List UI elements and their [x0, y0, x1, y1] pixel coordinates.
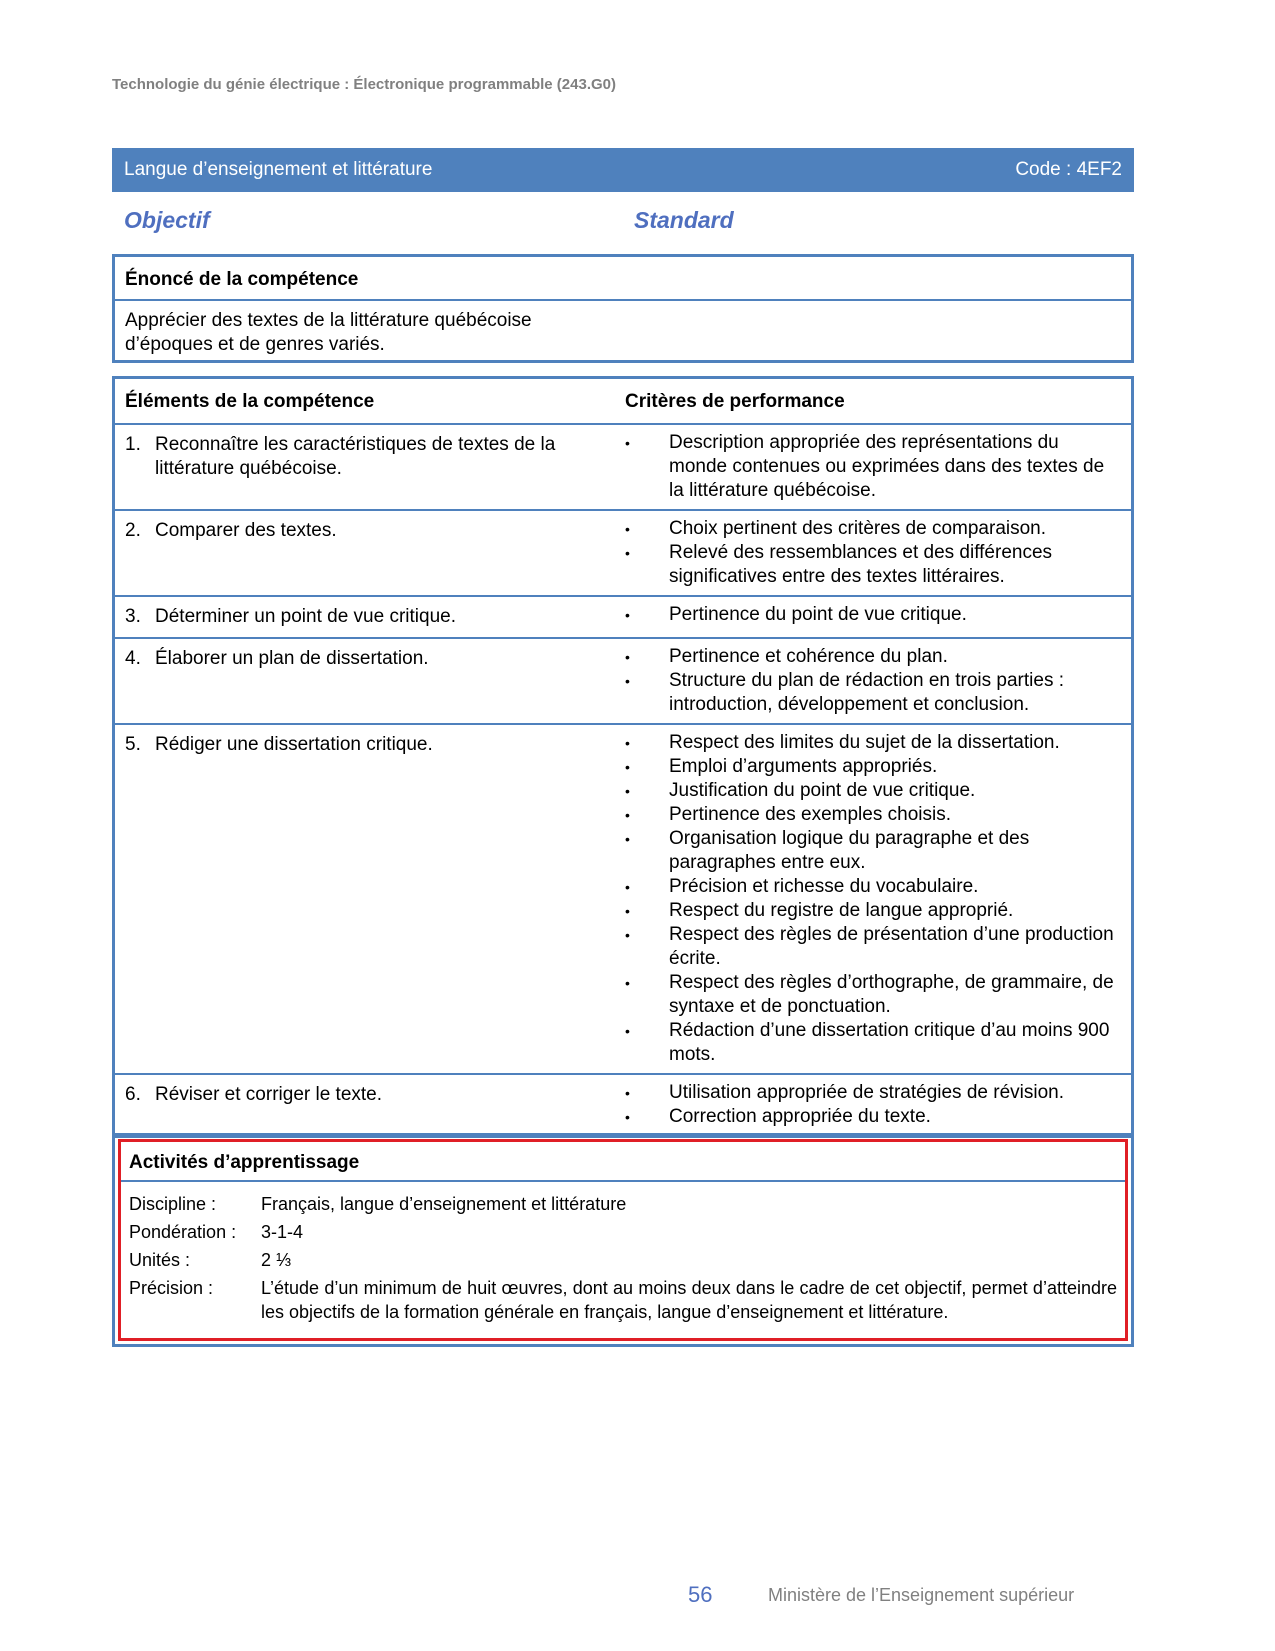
table-row [115, 725, 1131, 1075]
table-row [115, 425, 1131, 511]
list-item [625, 827, 1121, 875]
activity-label: Précision : [129, 1278, 214, 1298]
element-cell [115, 639, 625, 723]
list-item [625, 669, 1121, 717]
activity-value: 2 ⅓ [261, 1250, 292, 1270]
activities-heading: Activités d’apprentissage [121, 1142, 1125, 1182]
activity-label: Discipline : [129, 1194, 217, 1214]
bullet-icon: • [625, 1085, 630, 1101]
activity-row [121, 1218, 1125, 1246]
element-text: Rédiger une dissertation critique. [155, 734, 433, 755]
element-text: Reconnaître les caractéristiques de textes de la littérature québécoise. [155, 434, 556, 479]
element-cell [115, 1075, 625, 1135]
criterion-text: Emploi d’arguments appropriés. [669, 756, 938, 777]
activity-value: 3-1-4 [261, 1222, 304, 1242]
list-item [625, 431, 1121, 503]
criterion-text: Rédaction d’une dissertation critique d’au moins 900 mots. [669, 1020, 1110, 1065]
criterion-text: Organisation logique du paragraphe et des paragraphes entre eux. [669, 828, 1030, 873]
table-row [115, 1075, 1131, 1135]
course-code: Code : 4EF2 [1015, 159, 1122, 180]
title-bar [112, 148, 1134, 192]
table-row [115, 511, 1131, 597]
activities-inner [118, 1139, 1128, 1341]
element-cell [115, 597, 625, 637]
objective-labels [124, 207, 1124, 234]
criteria-cell [625, 597, 1131, 637]
element-number: 6. [125, 1084, 141, 1105]
bullet-icon: • [625, 545, 630, 561]
criterion-text: Description appropriée des représentations du monde contenues ou exprimées dans des textes de la littérature québécoise. [669, 432, 1105, 501]
list-item [625, 899, 1121, 923]
element-number: 4. [125, 648, 141, 669]
criterion-text: Respect des règles d’orthographe, de grammaire, de syntaxe et de ponctuation. [669, 972, 1114, 1017]
activity-value: Français, langue d’enseignement et littérature [261, 1194, 627, 1214]
list-item [625, 755, 1121, 779]
criterion-text: Justification du point de vue critique. [669, 780, 976, 801]
criterion-text: Respect des limites du sujet de la dissertation. [669, 732, 1060, 753]
criterion-text: Utilisation appropriée de stratégies de révision. [669, 1082, 1064, 1103]
bullet-icon: • [625, 927, 630, 943]
element-text: Élaborer un plan de dissertation. [155, 648, 429, 669]
elements-table-header [115, 379, 1131, 425]
list-item [625, 731, 1121, 755]
list-item [625, 971, 1121, 1019]
enonce-text: Apprécier des textes de la littérature québécoise d’époques et de genres variés. [125, 310, 532, 355]
objectif-label: Objectif [124, 207, 210, 233]
activity-row [121, 1274, 1125, 1326]
element-number: 2. [125, 520, 141, 541]
criterion-text: Pertinence et cohérence du plan. [669, 646, 948, 667]
activity-row [121, 1190, 1125, 1218]
activities-rows [121, 1182, 1125, 1326]
criterion-text: Relevé des ressemblances et des différences significatives entre des textes littéraires. [669, 542, 1053, 587]
element-number: 5. [125, 734, 141, 755]
table-row [115, 639, 1131, 725]
ministry-name: Ministère de l’Enseignement supérieur [768, 1584, 1075, 1605]
criteria-cell [625, 1075, 1131, 1135]
element-number: 1. [125, 434, 141, 455]
element-cell [115, 511, 625, 595]
course-title: Langue d’enseignement et littérature [124, 159, 433, 180]
activity-label: Unités : [129, 1250, 191, 1270]
criteria-heading: Critères de performance [625, 391, 845, 412]
bullet-icon: • [625, 975, 630, 991]
activity-label: Pondération : [129, 1222, 237, 1242]
list-item [625, 923, 1121, 971]
page-number: 56 [688, 1582, 713, 1607]
bullet-icon: • [625, 759, 630, 775]
table-row [115, 597, 1131, 639]
element-cell [115, 425, 625, 509]
criterion-text: Structure du plan de rédaction en trois parties : introduction, développement et conclusion. [669, 670, 1065, 715]
enonce-box [112, 254, 1134, 363]
list-item [625, 1081, 1121, 1105]
bullet-icon: • [625, 649, 630, 665]
elements-heading: Éléments de la compétence [125, 391, 375, 412]
element-cell [115, 725, 625, 1073]
element-number: 3. [125, 606, 141, 627]
list-item [625, 645, 1121, 669]
element-text: Comparer des textes. [155, 520, 337, 541]
bullet-icon: • [625, 521, 630, 537]
criterion-text: Respect du registre de langue approprié. [669, 900, 1014, 921]
criterion-text: Pertinence des exemples choisis. [669, 804, 951, 825]
bullet-icon: • [625, 1023, 630, 1039]
criterion-text: Précision et richesse du vocabulaire. [669, 876, 979, 897]
bullet-icon: • [625, 435, 630, 451]
list-item [625, 1019, 1121, 1067]
bullet-icon: • [625, 831, 630, 847]
list-item [625, 1105, 1121, 1129]
bullet-icon: • [625, 673, 630, 689]
list-item [625, 803, 1121, 827]
criterion-text: Correction appropriée du texte. [669, 1106, 931, 1127]
page-footer [688, 1582, 1074, 1608]
standard-label: Standard [634, 207, 734, 233]
activity-row [121, 1246, 1125, 1274]
list-item [625, 875, 1121, 899]
bullet-icon: • [625, 879, 630, 895]
activity-value: L’étude d’un minimum de huit œuvres, dont au moins deux dans le cadre de cet objectif, permet d’atteindre les objectifs de la formation générale en français, langue d’enseignement et littérature. [261, 1278, 1117, 1322]
criteria-cell [625, 639, 1131, 723]
list-item [625, 603, 1121, 627]
bullet-icon: • [625, 1109, 630, 1125]
element-text: Déterminer un point de vue critique. [155, 606, 456, 627]
bullet-icon: • [625, 783, 630, 799]
running-header: Technologie du génie électrique : Électronique programmable (243.G0) [112, 76, 616, 93]
list-item [625, 779, 1121, 803]
criteria-cell [625, 425, 1131, 509]
criteria-cell [625, 725, 1131, 1073]
criterion-text: Respect des règles de présentation d’une production écrite. [669, 924, 1114, 969]
bullet-icon: • [625, 735, 630, 751]
list-item [625, 541, 1121, 589]
elements-table [112, 376, 1134, 1138]
criterion-text: Choix pertinent des critères de comparaison. [669, 518, 1047, 539]
activities-box [112, 1133, 1134, 1347]
list-item [625, 517, 1121, 541]
bullet-icon: • [625, 903, 630, 919]
bullet-icon: • [625, 807, 630, 823]
criteria-cell [625, 511, 1131, 595]
criterion-text: Pertinence du point de vue critique. [669, 604, 967, 625]
element-rows [115, 425, 1131, 1135]
bullet-icon: • [625, 607, 630, 623]
enonce-heading: Énoncé de la compétence [115, 257, 1131, 301]
element-text: Réviser et corriger le texte. [155, 1084, 383, 1105]
